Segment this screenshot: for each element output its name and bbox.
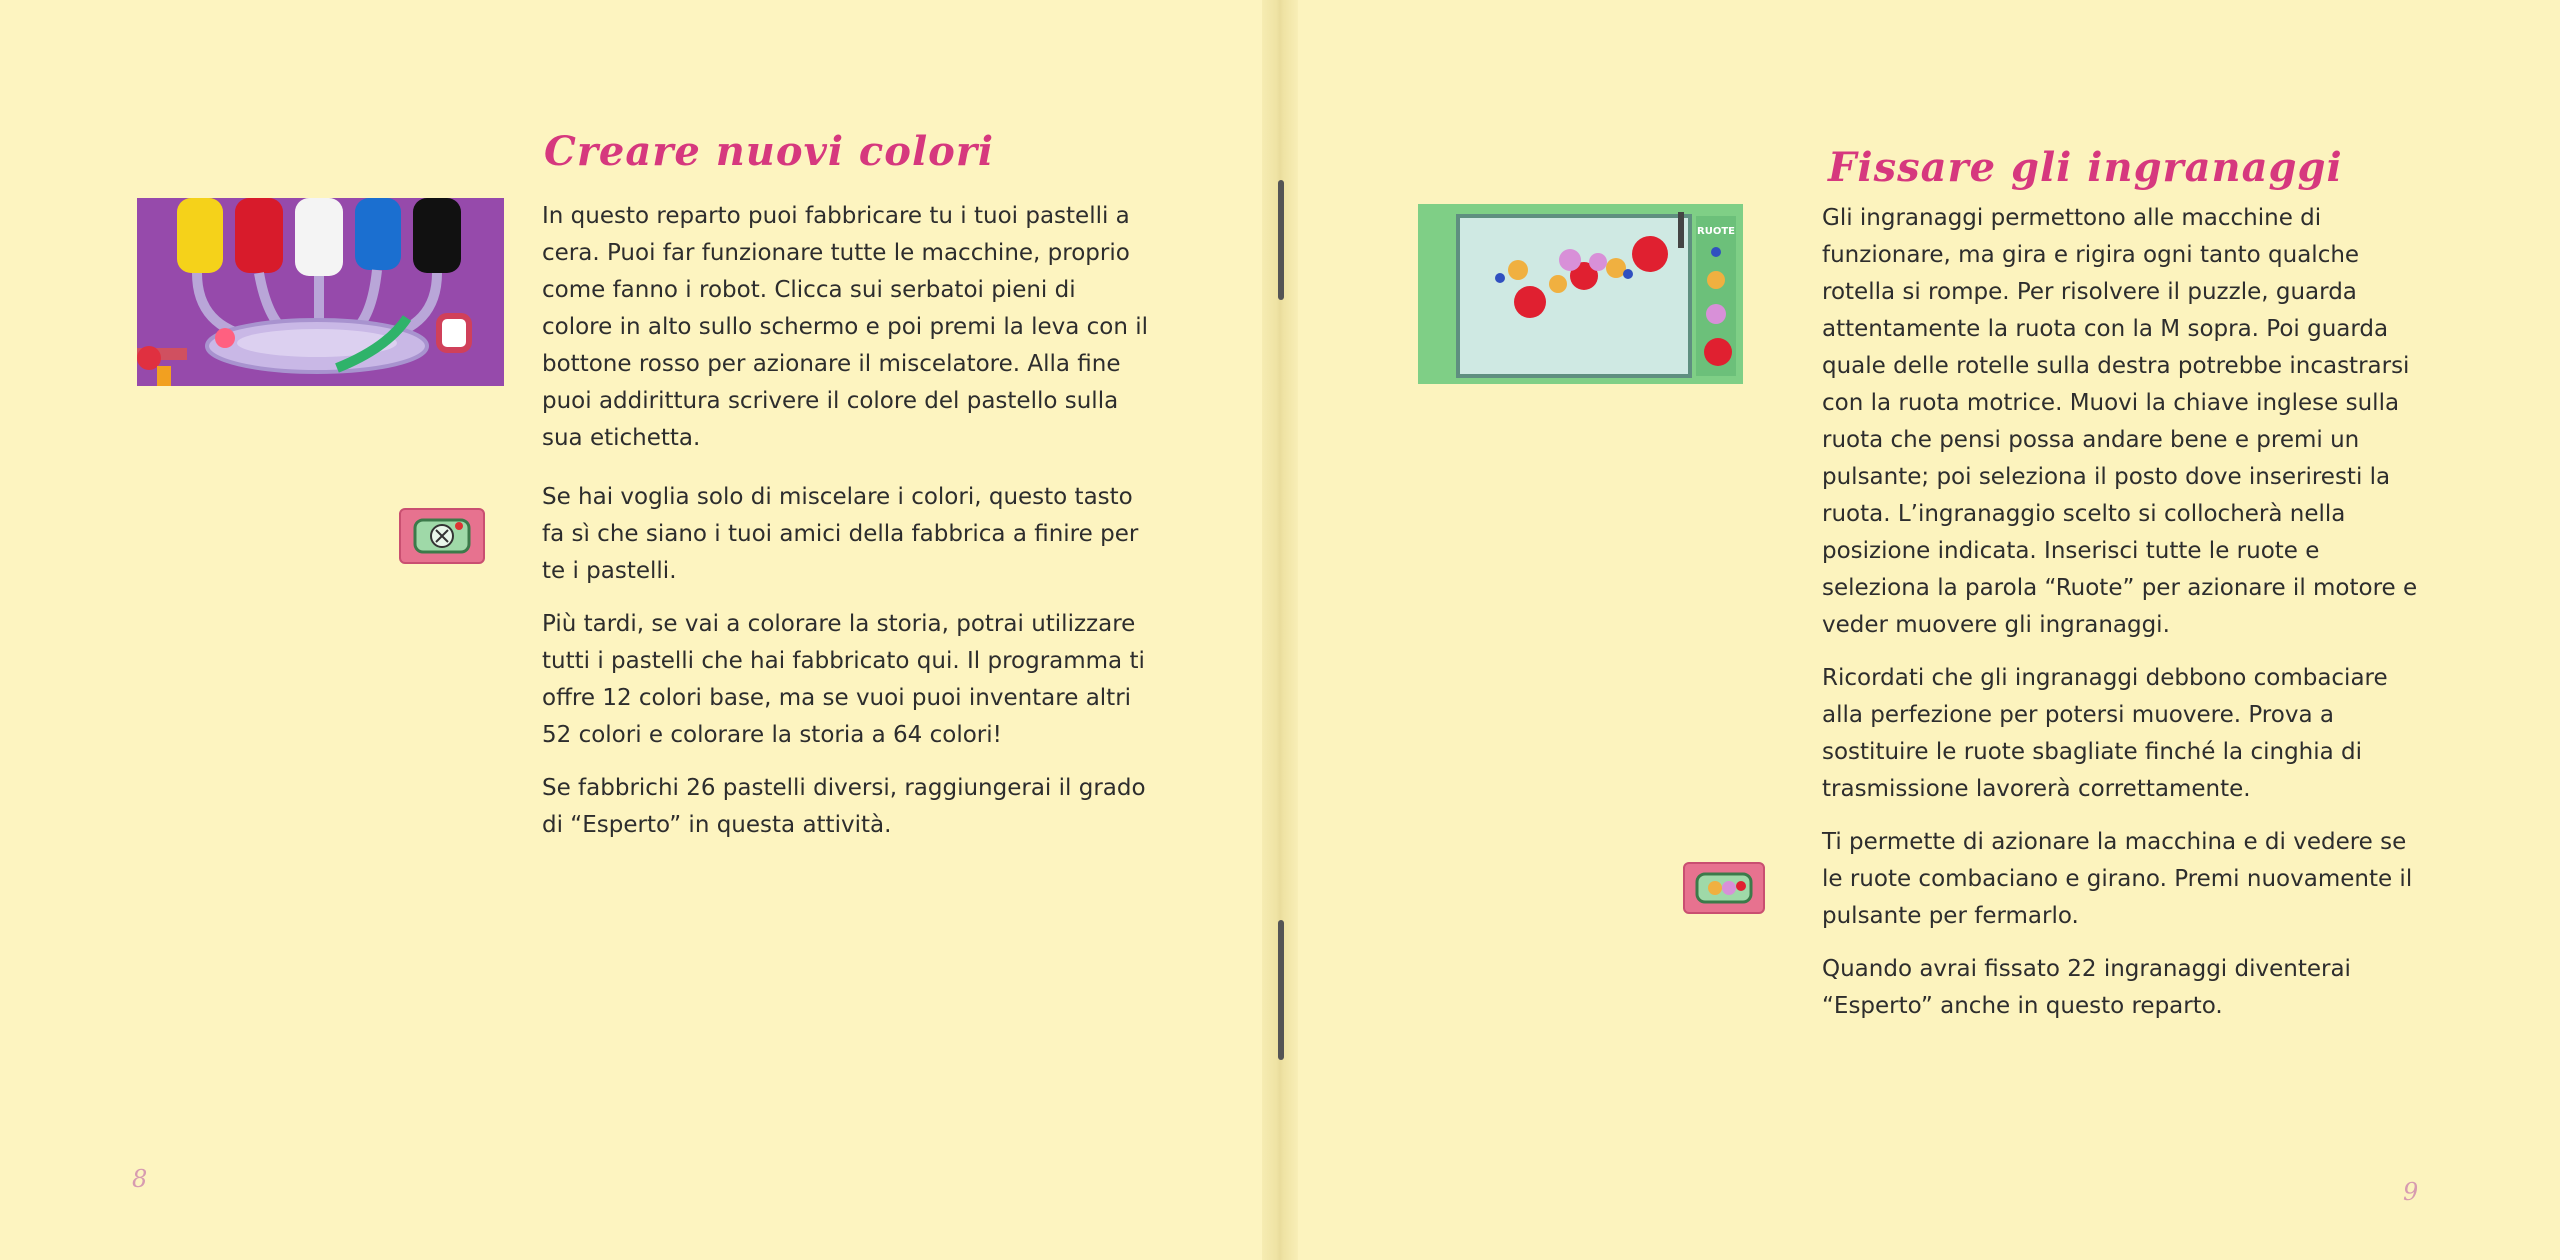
auto-mix-button-icon <box>399 508 485 564</box>
staple-top <box>1278 180 1284 300</box>
right-paragraph-4: Quando avrai fissato 22 ingranaggi diventerai “Esperto” anche in questo reparto. <box>1822 956 2351 1019</box>
right-page-title: Fissare gli ingranaggi <box>1828 144 2343 191</box>
ruote-label: RUOTE <box>1697 226 1735 237</box>
right-paragraph-1: Gli ingranaggi permettono alle macchine di funzionare, ma gira e rigira ogni tanto qualche rotella si rompe. Per risolvere il puzzle, guarda attentamente la ruota con la M sopra. Poi guarda quale delle rotelle sulla destra potrebbe incastrarsi con la ruota motrice. Muovi la chiave inglese sulla ruota che pensi possa andare bene e premi un pulsante; poi seleziona il posto dove inseriresti la ruota. L’ingranaggio scelto si collocherà nella posizione indicata. Inserisci tutte le ruote e seleziona la parola “Ruote” per azionare il motore e veder muovere gli ingranaggi. <box>1822 205 2418 638</box>
left-paragraph-4: Se fabbrichi 26 pastelli diversi, raggiungerai il grado di “Esperto” in questa attività. <box>542 775 1146 838</box>
staple-bottom <box>1278 920 1284 1060</box>
gears-game-screenshot <box>1418 204 1743 384</box>
left-paragraph-1: In questo reparto puoi fabbricare tu i tuoi pastelli a cera. Puoi far funzionare tutte le macchine, proprio come fanno i robot. Clicca sui serbatoi pieni di colore in alto sullo schermo e poi premi la leva con il bottone rosso per azionare il miscelatore. Alla fine puoi addirittura scrivere il colore del pastello sulla sua etichetta. <box>542 203 1149 451</box>
left-page-body <box>542 198 1152 860</box>
right-page-number: 9 <box>2403 1178 2419 1206</box>
right-paragraph-3: Ti permette di azionare la macchina e di vedere se le ruote combaciano e girano. Premi nuovamente il pulsante per fermarlo. <box>1822 829 2413 929</box>
crayon-mixer-illustration <box>137 198 504 386</box>
right-paragraph-2: Ricordati che gli ingranaggi debbono combaciare alla perfezione per potersi muovere. Prova a sostituire le ruote sbagliate finché la cinghia di trasmissione lavorerà correttamente. <box>1822 665 2388 802</box>
right-page-body <box>1822 200 2422 1041</box>
left-paragraph-2: Se hai voglia solo di miscelare i colori, questo tasto fa sì che siano i tuoi amici della fabbrica a finire per te i pastelli. <box>542 484 1139 584</box>
left-page-title: Creare nuovi colori <box>544 128 995 175</box>
run-machine-button-icon <box>1683 862 1765 914</box>
left-page-number: 8 <box>132 1165 148 1193</box>
left-paragraph-3: Più tardi, se vai a colorare la storia, potrai utilizzare tutti i pastelli che hai fabbricato qui. Il programma ti offre 12 colori base, ma se vuoi puoi inventare altri 52 colori e colorare la storia a 64 colori! <box>542 611 1145 748</box>
